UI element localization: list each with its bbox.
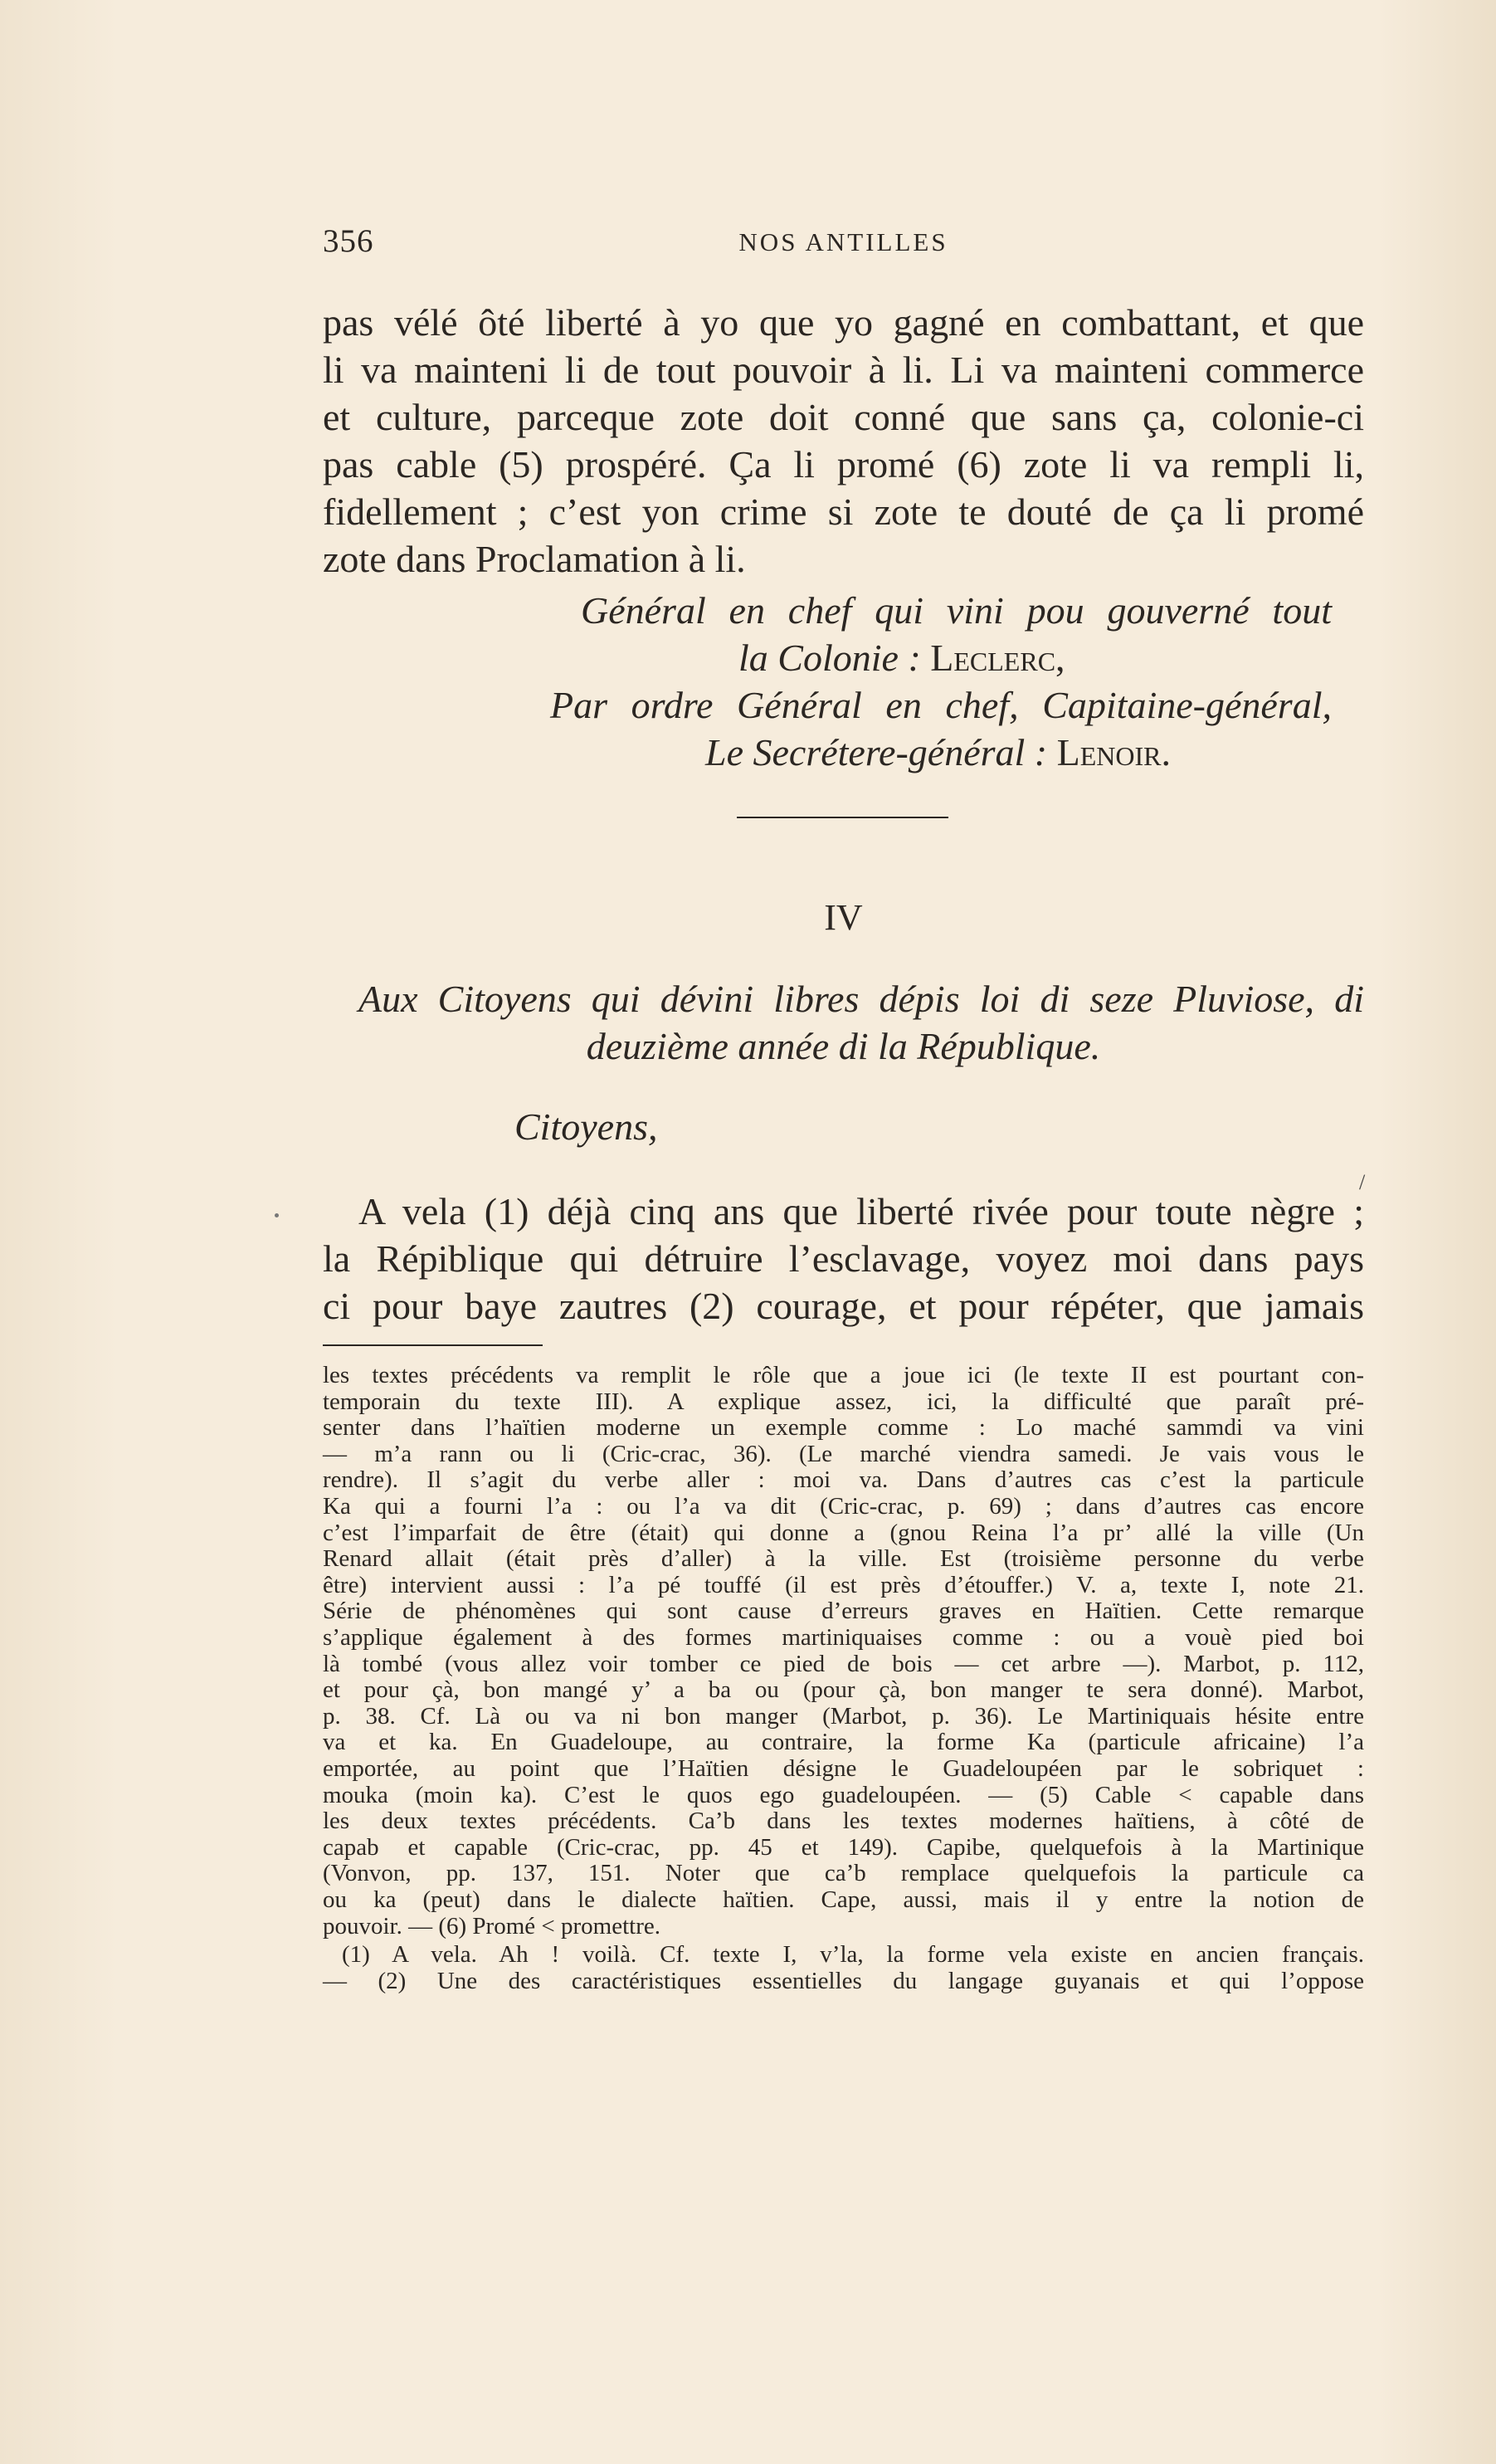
footnote-line: rendre). Il s’agit du verbe aller : moi va. Dans d’autres cas c’est la particule bbox=[323, 1466, 1364, 1494]
running-title: NOS ANTILLES bbox=[738, 227, 948, 256]
body-line: la Répiblique qui détruire l’esclavage, voyez moi dans pays bbox=[323, 1237, 1364, 1280]
footnote-line: Renard allait (était près d’aller) à la ville. Est (troisième personne du verbe bbox=[323, 1545, 1364, 1573]
footnote-rule bbox=[323, 1344, 543, 1346]
section-numeral: IV bbox=[824, 897, 863, 938]
footnote-line: va et ka. En Guadeloupe, au contraire, la forme Ka (particule africaine) l’a bbox=[323, 1729, 1364, 1756]
section-divider bbox=[737, 817, 948, 818]
body-line: et culture, parceque zote doit conné que sans ça, colonie-ci bbox=[323, 396, 1364, 438]
signature-line: Par ordre Général en chef, Capitaine-général, bbox=[550, 684, 1332, 726]
footnote-line: (Vonvon, pp. 137, 151. Noter que ca’b remplace quelquefois la particule ca bbox=[323, 1860, 1364, 1887]
page-header bbox=[323, 222, 1364, 272]
body-line: A vela (1) déjà cinq ans que liberté rivée pour toute nègre ; bbox=[358, 1190, 1364, 1232]
body-line: fidellement ; c’est yon crime si zote te douté de ça li promé bbox=[323, 490, 1364, 533]
footnote-line: et pour çà, bon mangé y’ a ba ou (pour çà, bon manger te sera donné). Marbot, bbox=[323, 1676, 1364, 1704]
footnote-line: les deux textes précédents. Ca’b dans les textes modernes haïtiens, à côté de bbox=[323, 1808, 1364, 1835]
body-line: li va mainteni li de tout pouvoir à li. Li va mainteni commerce bbox=[323, 349, 1364, 391]
signatory-name: Lenoir. bbox=[1056, 731, 1171, 773]
footnote-line: Ka qui a fourni l’a : ou l’a va dit (Cric-crac, p. 69) ; dans d’autres cas encore bbox=[323, 1493, 1364, 1520]
footnote-line: — (2) Une des caractéristiques essentielles du langage guyanais et qui l’oppose bbox=[323, 1967, 1364, 1994]
footnote-line: être) intervient aussi : l’a pé touffé (il est près d’étouffer.) V. a, texte I, note 21. bbox=[323, 1571, 1364, 1598]
footnote-line: ou ka (peut) dans le dialecte haïtien. Cape, aussi, mais il y entre la notion de bbox=[323, 1886, 1364, 1913]
footnote-line: — m’a rann ou li (Cric-crac, 36). (Le marché viendra samedi. Je vais vous le bbox=[323, 1440, 1364, 1467]
footnote-line: Série de phénomènes qui sont cause d’erreurs graves en Haïtien. Cette remarque bbox=[323, 1598, 1364, 1625]
margin-dot bbox=[275, 1213, 279, 1217]
body-line: ci pour baye zautres (2) courage, et pour répéter, que jamais bbox=[323, 1285, 1364, 1327]
signature-line: Général en chef qui vini pou gouverné tout bbox=[581, 589, 1332, 632]
footnote-line: p. 38. Cf. Là ou va ni bon manger (Marbot, p. 36). Le Martiniquais hésite entre bbox=[323, 1702, 1364, 1730]
body-line: pas vélé ôté liberté à yo que yo gagné en combattant, et que bbox=[323, 301, 1364, 344]
address-line: deuzième année di la République. bbox=[586, 1025, 1101, 1067]
margin-mark: / bbox=[1359, 1170, 1366, 1194]
body-line: zote dans Proclamation à li. bbox=[323, 538, 746, 580]
footnote-line: pouvoir. — (6) Promé < promettre. bbox=[323, 1912, 660, 1939]
signatory-name: Leclerc, bbox=[930, 637, 1065, 679]
signature-line: la Colonie : Leclerc, bbox=[738, 637, 1065, 679]
body-line: pas cable (5) prospéré. Ça li promé (6) zote li va rempli li, bbox=[323, 443, 1364, 485]
address-line: Aux Citoyens qui dévini libres dépis loi di seze Pluviose, di bbox=[358, 978, 1364, 1020]
footnote-line: c’est l’imparfait de être (était) qui donne a (gnou Reina l’a pr’ allé la ville (Un bbox=[323, 1519, 1364, 1546]
footnote-line: temporain du texte III). A explique assez, ici, la difficulté que paraît pré- bbox=[323, 1388, 1364, 1415]
footnote-line: emportée, au point que l’Haïtien désigne le Guadeloupéen par le sobriquet : bbox=[323, 1755, 1364, 1782]
footnote-line: là tombé (vous allez voir tomber ce pied de bois — cet arbre —). Marbot, p. 112, bbox=[323, 1650, 1364, 1677]
footnote-line: mouka (moin ka). C’est le quos ego guadeloupéen. — (5) Cable < capable dans bbox=[323, 1781, 1364, 1808]
footnote-line: s’applique également à des formes martiniquaises comme : ou a vouè pied boi bbox=[323, 1624, 1364, 1651]
page-number: 356 bbox=[323, 223, 374, 259]
footnote-line: capab et capable (Cric-crac, pp. 45 et 149). Capibe, quelquefois à la Martinique bbox=[323, 1833, 1364, 1861]
salutation: Citoyens, bbox=[514, 1105, 658, 1148]
signature-line: Le Secrétere-général : Lenoir. bbox=[705, 731, 1171, 773]
footnote-line: (1) A vela. Ah ! voilà. Cf. texte I, v’la, la forme vela existe en ancien français. bbox=[342, 1941, 1364, 1968]
footnote-line: les textes précédents va remplit le rôle que a joue ici (le texte II est pourtant con- bbox=[323, 1362, 1364, 1388]
footnote-line: senter dans l’haïtien moderne un exemple comme : Lo maché sammdi va vini bbox=[323, 1414, 1364, 1442]
